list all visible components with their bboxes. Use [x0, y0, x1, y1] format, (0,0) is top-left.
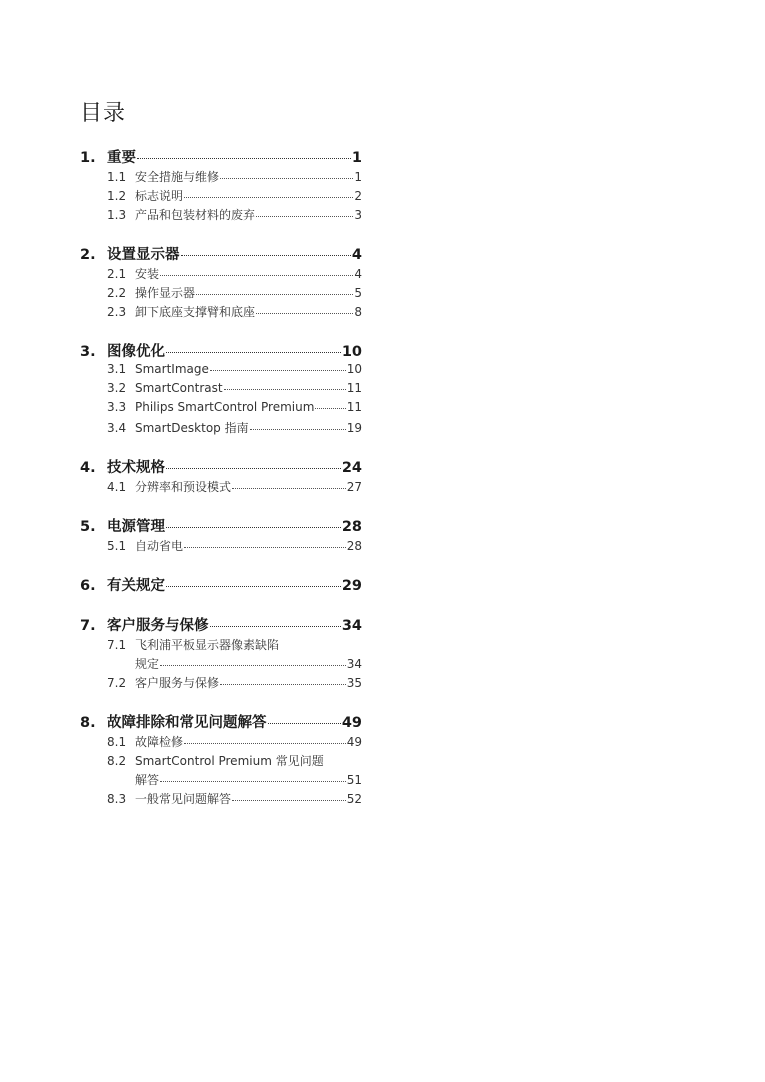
toc-subsection-entry[interactable] — [80, 636, 362, 674]
subsection-page-number: 5 — [354, 286, 362, 300]
toc-subsection-entry[interactable] — [80, 400, 362, 419]
subsection-number: 8.3 — [107, 792, 127, 806]
dot-leader — [166, 468, 341, 469]
dot-leader — [220, 178, 353, 179]
toc-section — [80, 340, 362, 438]
toc-subsection-entry[interactable] — [80, 362, 362, 381]
subsection-title: 自动省电 — [135, 539, 184, 553]
subsection-number: 1.1 — [107, 170, 127, 184]
subsection-page-number: 1 — [354, 170, 362, 184]
subsection-number: 3.4 — [107, 421, 127, 435]
section-title: 故障排除和常见问题解答 — [107, 715, 267, 731]
subsection-page-number: 2 — [354, 189, 362, 203]
subsection-number: 7.2 — [107, 676, 127, 690]
section-number: 6. — [80, 578, 96, 594]
subsection-page-number: 4 — [354, 267, 362, 281]
section-page-number: 49 — [341, 715, 362, 731]
dot-leader — [166, 352, 341, 353]
subsection-page-number: 11 — [346, 381, 362, 395]
subsection-title-continued: 解答 — [135, 773, 160, 787]
toc-section — [80, 456, 362, 497]
toc-section — [80, 515, 362, 556]
table-of-contents — [80, 146, 362, 827]
dot-leader — [160, 665, 346, 666]
dot-leader — [232, 488, 346, 489]
section-number: 1. — [80, 150, 96, 166]
subsection-title: 客户服务与保修 — [135, 676, 220, 690]
section-page-number: 4 — [351, 247, 362, 263]
subsection-number: 3.3 — [107, 400, 127, 414]
section-number: 8. — [80, 715, 96, 731]
toc-subsection-entry[interactable] — [80, 419, 362, 438]
subsection-title: 产品和包装材料的废弃 — [135, 208, 256, 222]
subsection-page-number: 28 — [346, 539, 362, 553]
subsection-title: 飞利浦平板显示器像素缺陷 — [135, 638, 280, 652]
dot-leader — [160, 275, 353, 276]
section-number: 2. — [80, 247, 96, 263]
subsection-page-number: 10 — [346, 362, 362, 376]
toc-section — [80, 614, 362, 693]
subsection-title: SmartDesktop 指南 — [135, 421, 249, 435]
subsection-page-number: 49 — [346, 735, 362, 749]
subsection-number: 1.2 — [107, 189, 127, 203]
dot-leader — [137, 158, 351, 159]
toc-subsection-entry[interactable] — [80, 733, 362, 752]
section-page-number: 29 — [341, 578, 362, 594]
section-page-number: 24 — [341, 460, 362, 476]
subsection-title: 安全措施与维修 — [135, 170, 220, 184]
subsection-title: SmartControl Premium 常见问题 — [135, 754, 324, 768]
subsection-number: 7.1 — [107, 638, 127, 652]
toc-section-entry[interactable] — [80, 456, 362, 478]
dot-leader — [315, 408, 345, 409]
subsection-number: 3.2 — [107, 381, 127, 395]
section-number: 7. — [80, 618, 96, 634]
section-page-number: 28 — [341, 519, 362, 535]
toc-section — [80, 574, 362, 596]
subsection-page-number: 11 — [346, 400, 362, 414]
toc-section — [80, 243, 362, 322]
toc-section — [80, 146, 362, 225]
toc-section-entry[interactable] — [80, 243, 362, 265]
subsection-page-number: 3 — [354, 208, 362, 222]
toc-section-entry[interactable] — [80, 146, 362, 168]
dot-leader — [184, 547, 346, 548]
subsection-page-number: 27 — [346, 480, 362, 494]
subsection-title: 分辨率和预设模式 — [135, 480, 232, 494]
section-title: 电源管理 — [107, 519, 165, 535]
dot-leader — [224, 389, 346, 390]
toc-subsection-entry[interactable] — [80, 187, 362, 206]
subsection-page-number: 34 — [346, 657, 362, 671]
subsection-page-number: 35 — [346, 676, 362, 690]
toc-subsection-entry[interactable] — [80, 381, 362, 400]
dot-leader — [166, 586, 341, 587]
subsection-number: 3.1 — [107, 362, 127, 376]
dot-leader — [232, 800, 346, 801]
subsection-title: 卸下底座支撑臂和底座 — [135, 305, 256, 319]
section-page-number: 10 — [341, 344, 362, 360]
section-title: 有关规定 — [107, 578, 165, 594]
subsection-page-number: 51 — [346, 773, 362, 787]
subsection-number: 8.1 — [107, 735, 127, 749]
subsection-title: Philips SmartControl Premium — [135, 400, 315, 414]
toc-subsection-entry[interactable] — [80, 284, 362, 303]
dot-leader — [250, 429, 346, 430]
dot-leader — [184, 197, 353, 198]
dot-leader — [196, 294, 353, 295]
toc-subsection-entry[interactable] — [80, 790, 362, 809]
section-title: 客户服务与保修 — [107, 618, 209, 634]
subsection-title: 安装 — [135, 267, 160, 281]
subsection-page-number: 19 — [346, 421, 362, 435]
subsection-number: 8.2 — [107, 754, 127, 768]
subsection-title: 标志说明 — [135, 189, 184, 203]
toc-section-entry[interactable] — [80, 515, 362, 537]
toc-section-entry[interactable] — [80, 711, 362, 733]
section-number: 3. — [80, 344, 96, 360]
subsection-number: 5.1 — [107, 539, 127, 553]
subsection-title: 故障检修 — [135, 735, 184, 749]
dot-leader — [268, 723, 341, 724]
dot-leader — [220, 684, 346, 685]
toc-section-entry[interactable] — [80, 340, 362, 362]
dot-leader — [210, 626, 341, 627]
toc-subsection-entry[interactable] — [80, 168, 362, 187]
section-title: 图像优化 — [107, 344, 165, 360]
subsection-number: 2.1 — [107, 267, 127, 281]
section-number: 4. — [80, 460, 96, 476]
toc-section-entry[interactable] — [80, 614, 362, 636]
section-title: 设置显示器 — [107, 247, 180, 263]
subsection-title: 操作显示器 — [135, 286, 196, 300]
subsection-title-continued: 规定 — [135, 657, 160, 671]
dot-leader — [184, 743, 346, 744]
toc-subsection-entry[interactable] — [80, 478, 362, 497]
toc-subsection-entry[interactable] — [80, 206, 362, 225]
dot-leader — [256, 216, 353, 217]
toc-subsection-entry[interactable] — [80, 265, 362, 284]
page-title: 目录 — [80, 101, 127, 126]
section-number: 5. — [80, 519, 96, 535]
toc-section — [80, 711, 362, 809]
subsection-number: 2.3 — [107, 305, 127, 319]
toc-subsection-entry[interactable] — [80, 674, 362, 693]
subsection-title: 一般常见问题解答 — [135, 792, 232, 806]
toc-subsection-entry[interactable] — [80, 303, 362, 322]
dot-leader — [160, 781, 346, 782]
subsection-number: 2.2 — [107, 286, 127, 300]
toc-subsection-entry[interactable] — [80, 537, 362, 556]
toc-section-entry[interactable] — [80, 574, 362, 596]
dot-leader — [210, 370, 346, 371]
section-page-number: 1 — [351, 150, 362, 166]
subsection-page-number: 8 — [354, 305, 362, 319]
section-title: 重要 — [107, 150, 136, 166]
dot-leader — [181, 255, 351, 256]
subsection-title: SmartContrast — [135, 381, 223, 395]
section-title: 技术规格 — [107, 460, 165, 476]
toc-subsection-entry[interactable] — [80, 752, 362, 790]
dot-leader — [256, 313, 353, 314]
subsection-page-number: 52 — [346, 792, 362, 806]
subsection-number: 4.1 — [107, 480, 127, 494]
dot-leader — [166, 527, 341, 528]
subsection-number: 1.3 — [107, 208, 127, 222]
subsection-title: SmartImage — [135, 362, 209, 376]
section-page-number: 34 — [341, 618, 362, 634]
